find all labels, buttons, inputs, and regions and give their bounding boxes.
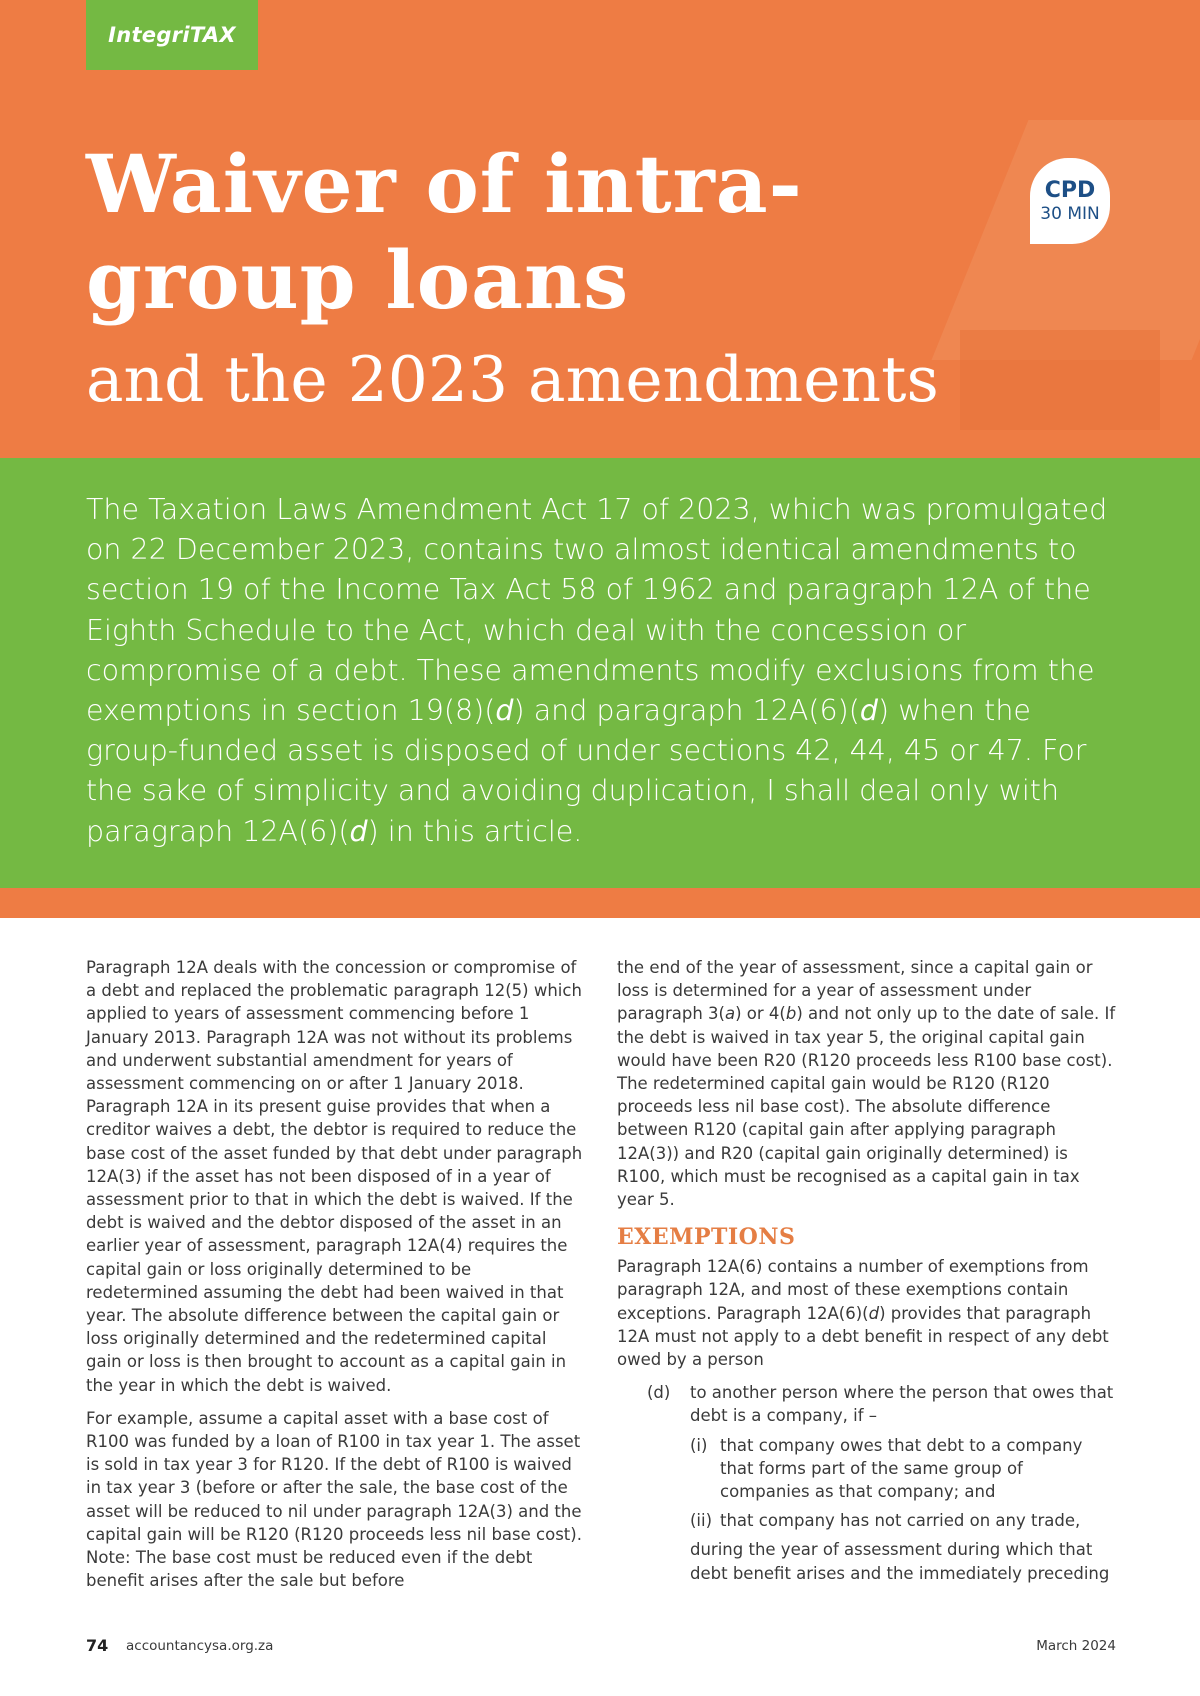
page-title [86,136,803,328]
list-marker: (ii) [690,1511,713,1531]
text-part: the end of the year of assessment, since a capital gain or loss is determined for a year of assessment under paragraph 3( [617,958,1093,1024]
hero-decoration-lower [960,330,1160,430]
intro-text-part: ) in this article. [367,814,583,848]
hero-banner [0,0,1200,458]
list-continuation: during the year of assessment during which that debt benefit arises and the immediately preceding [690,1540,1110,1583]
footer-date: March 2024 [1036,1638,1116,1654]
title-line-2: group loans [86,233,630,327]
list-item-d [647,1381,1117,1427]
italic-text: a [724,1004,736,1024]
brand-tab [86,0,258,70]
footer-site: accountancysa.org.za [126,1638,274,1654]
body-paragraph [617,956,1117,1211]
body-column-left [86,956,586,1602]
list-item-i [690,1434,1117,1504]
text-part: ) provides that paragraph 12A must not apply to a debt benefit in respect of any debt owed by a person [617,1303,1109,1370]
italic-text: d [868,1303,880,1323]
intro-panel [0,458,1200,888]
list-text: that company owes that debt to a company that forms part of the same group of companies as that company; and [720,1435,1083,1502]
list-item-ii [690,1509,1117,1532]
cpd-label: CPD [1044,178,1096,203]
list-text: to another person where the person that owes that debt is a company, if – [690,1383,1114,1426]
body-column-right [617,956,1117,1585]
brand-logo: IntegriTAX [108,23,236,47]
body-paragraph [617,1255,1117,1371]
cpd-duration: 30 MIN [1040,204,1100,224]
page-number: 74 [86,1636,109,1655]
body-paragraph: For example, assume a capital asset with a base cost of R100 was funded by a loan of R100 in tax year 1. The asset is sold in tax year 3 for R120. If the debt of R100 is waived in tax year 3 (before or after the sale, the base cost of the asset will be reduced to nil under paragraph 12A(3) and the capital gain will be R120 (R120 proceeds less nil base cost). Note: The base cost must be reduced even if the debt benefit arises after the sale but before [86,1408,582,1591]
intro-italic: d [349,814,368,848]
intro-text-part: ) and paragraph 12A(6)( [513,694,860,728]
list-marker: (d) [647,1383,671,1403]
intro-text-part: The Taxation Laws Amendment Act 17 of 2023, which was promulgated on 22 December 2023, contains two almost identical amendments to section 19 of the Income Tax Act 58 of 1962 and paragraph 12A of the Eighth Schedule to the Act, which deal with the concession or compromise of a debt. These amendments modify exclusions from the exemptions in section 19(8)( [86,493,1108,728]
cpd-badge [1030,158,1110,244]
divider-strip [0,888,1200,918]
intro-italic: d [859,694,878,728]
intro-text-part: ) when the group-funded asset is disposed of under sections 42, 44, 45 or 47. For the sake of simplicity and avoiding duplication, I shall deal only with paragraph 12A(6)( [86,694,1087,848]
body-paragraph: Paragraph 12A deals with the concession or compromise of a debt and replaced the problematic paragraph 12(5) which applied to years of assessment commencing before 1 January 2013. Paragraph 12A was not without its problems and underwent substantial amendment for years of assessment commencing on or after 1 January 2018. Paragraph 12A in its present guise provides that when a creditor waives a debt, the debtor is required to reduce the base cost of the asset funded by that debt under paragraph 12A(3) if the asset has not been disposed of in a year of assessment prior to that in which the debt is waived. If the debt is waived and the debtor disposed of the asset in an earlier year of assessment, paragraph 12A(4) requires the capital gain or loss originally determined to be redetermined assuming the debt had been waived in that year. The absolute difference between the capital gain or loss originally determined and the redetermined capital gain or loss is then brought to account as a capital gain in the year in which the debt is waived. [86,958,583,1395]
title-line-1: Waiver of intra- [86,137,803,231]
text-part: Paragraph 12A(6) contains a number of exemptions from paragraph 12A, and most of these exemptions contain exceptions. Paragraph 12A(6)( [617,1257,1089,1323]
list-marker: (i) [690,1435,708,1455]
intro-italic: d [495,694,514,728]
text-part: ) or 4( [735,1004,786,1024]
italic-text: b [785,1004,797,1024]
page-footer [86,1636,1116,1660]
page-subtitle: and the 2023 amendments [86,343,939,416]
text-part: ) and not only up to the date of sale. If the debt is waived in tax year 5, the original capital gain would have been R20 (R120 proceeds less R100 base cost). The redetermined capital gain would be R120 (R120 proceeds less nil base cost). The absolute difference between R120 (capital gain after applying paragraph 12A(3)) and R20 (capital gain originally determined) is R100, which must be recognised as a capital gain in tax year 5. [617,1004,1116,1210]
intro-text [86,490,1116,852]
list-text: that company has not carried on any trade, [720,1511,1081,1531]
section-heading: EXEMPTIONS [617,1224,796,1251]
